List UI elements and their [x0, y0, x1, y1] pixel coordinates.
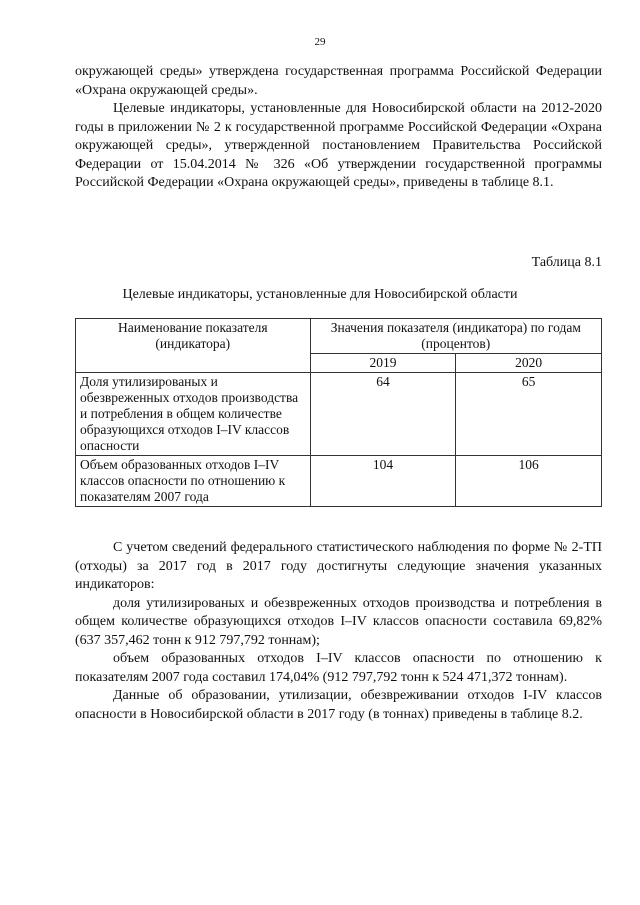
indicator-name-cell: Объем образованных отходов I–IV классов опасности по отношению к показателям 2007 года: [76, 456, 311, 507]
table-caption: Таблица 8.1: [531, 255, 602, 270]
results-paragraph-4: Данные об образовании, утилизации, обезвреживании отходов I-IV классов опасности в Новосибирской области в 2017 году (в тоннах) приведены в таблице 8.2.: [75, 688, 602, 722]
table-row: [76, 456, 602, 507]
value-cell: 64: [310, 373, 456, 456]
value-cell: 106: [456, 456, 602, 507]
intro-paragraph-2: Целевые индикаторы, установленные для Новосибирской области на 2012-2020 годы в приложении № 2 к государственной программе Российской Федерации «Охрана окружающей среды», утвержденной постановлением Правительства Российской Федерации от 15.04.2014 № 326 «Об утверждении государственной программы Российской Федерации «Охрана окружающей среды», приведены в таблице 8.1.: [75, 101, 602, 190]
value-cell: 65: [456, 373, 602, 456]
indicator-name-cell: Доля утилизированых и обезвреженных отходов производства и потребления в общем количестве образующихся отходов I–IV классов опасности: [76, 373, 311, 456]
indicators-table: [75, 318, 602, 507]
table-row: [76, 373, 602, 456]
page-number: 29: [314, 36, 326, 48]
table-title: Целевые индикаторы, установленные для Новосибирской области: [122, 287, 518, 302]
year-cell: 2019: [310, 354, 456, 373]
results-paragraph-3: объем образованных отходов I–IV классов опасности по отношению к показателям 2007 года составил 174,04% (912 797,792 тонн к 524 471,372 тоннам).: [75, 651, 602, 685]
intro-paragraph-1: окружающей среды» утверждена государственная программа Российской Федерации «Охрана окружающей среды».: [75, 64, 602, 98]
results-text: [75, 539, 602, 724]
year-cell: 2020: [456, 354, 602, 373]
table-header-row: [76, 319, 602, 354]
header-values-cell: Значения показателя (индикатора) по годам (процентов): [310, 319, 601, 354]
intro-text: [75, 63, 602, 193]
results-paragraph-1: С учетом сведений федерального статистического наблюдения по форме № 2-ТП (отходы) за 2017 год в 2017 году достигнуты следующие значения указанных индикаторов:: [75, 540, 602, 592]
results-paragraph-2: доля утилизированых и обезвреженных отходов производства и потребления в общем количестве образующихся отходов I–IV классов опасности составила 69,82% (637 357,462 тонн к 912 797,792 тоннам);: [75, 595, 602, 648]
value-cell: 104: [310, 456, 456, 507]
header-name-cell: Наименование показателя (индикатора): [76, 319, 311, 373]
